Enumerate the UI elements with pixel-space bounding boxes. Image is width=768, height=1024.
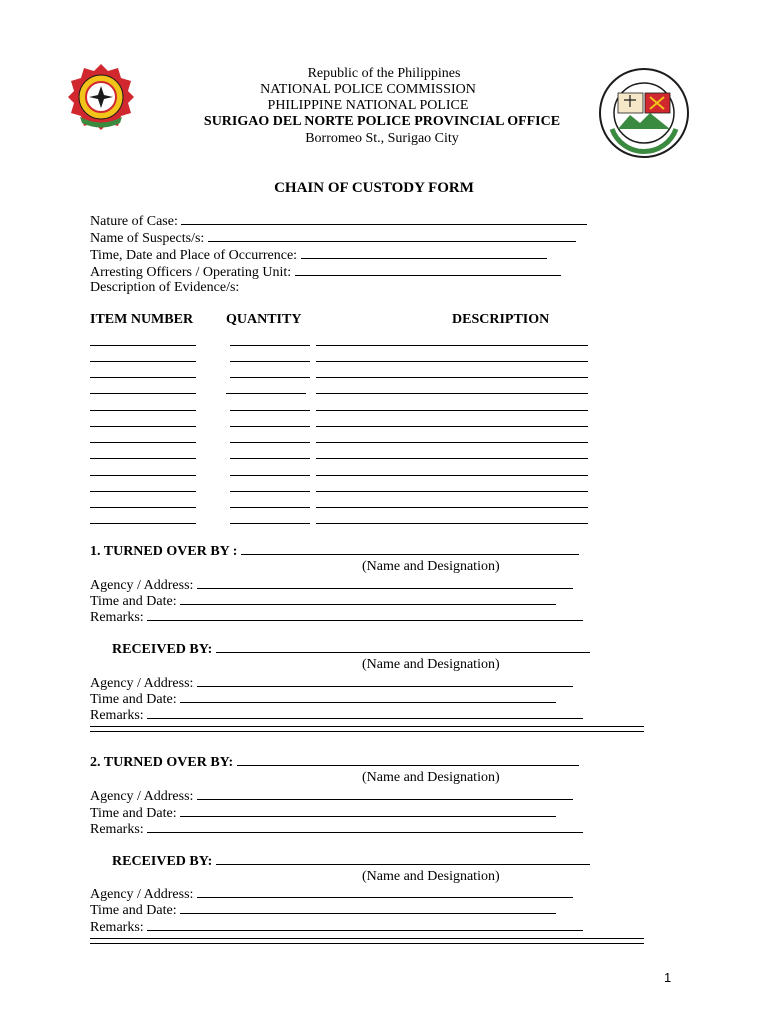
header-address: Borromeo St., Surigao City [305, 131, 459, 146]
received-by-2-label: RECEIVED BY: [112, 854, 213, 869]
row-2-item-blank[interactable] [90, 361, 196, 362]
row-10-desc-blank[interactable] [316, 491, 588, 492]
remarks-label: Remarks: [90, 920, 144, 935]
remarks-field[interactable] [90, 820, 583, 838]
remarks-field[interactable] [90, 608, 583, 626]
column-description: DESCRIPTION [452, 312, 550, 327]
turned-over-by-1[interactable] [90, 542, 579, 560]
time-date-blank[interactable] [180, 690, 556, 703]
header-pnp: PHILIPPINE NATIONAL POLICE [267, 98, 469, 113]
remarks-blank[interactable] [147, 706, 583, 719]
row-7-item-blank[interactable] [90, 442, 196, 443]
nature-of-case-label: Nature of Case: [90, 214, 178, 229]
officers-blank[interactable] [295, 263, 561, 276]
row-12-desc-blank[interactable] [316, 523, 588, 524]
occurrence-label: Time, Date and Place of Occurrence: [90, 248, 298, 263]
remarks-label: Remarks: [90, 822, 144, 837]
time-date-label: Time and Date: [90, 806, 177, 821]
remarks-blank[interactable] [147, 820, 583, 833]
row-5-item-blank[interactable] [90, 410, 196, 411]
name-designation-caption: (Name and Designation) [362, 770, 500, 785]
row-3-item-blank[interactable] [90, 377, 196, 378]
time-date-blank[interactable] [180, 901, 556, 914]
row-5-desc-blank[interactable] [316, 410, 588, 411]
row-12-item-blank[interactable] [90, 523, 196, 524]
row-5-qty-blank[interactable] [230, 410, 310, 411]
agency-address-field[interactable] [90, 787, 573, 805]
form-title: CHAIN OF CUSTODY FORM [274, 180, 474, 196]
name-designation-caption: (Name and Designation) [362, 869, 500, 884]
row-1-desc-blank[interactable] [316, 345, 588, 346]
received-by-1-blank[interactable] [216, 640, 590, 653]
row-1-qty-blank[interactable] [230, 345, 310, 346]
row-11-qty-blank[interactable] [230, 507, 310, 508]
column-quantity: QUANTITY [226, 312, 302, 327]
nature-of-case-field[interactable] [90, 212, 587, 230]
row-8-item-blank[interactable] [90, 458, 196, 459]
row-7-qty-blank[interactable] [230, 442, 310, 443]
received-by-1-label: RECEIVED BY: [112, 642, 213, 657]
row-6-item-blank[interactable] [90, 426, 196, 427]
row-10-item-blank[interactable] [90, 491, 196, 492]
turned-over-by-1-blank[interactable] [241, 542, 579, 555]
row-2-qty-blank[interactable] [230, 361, 310, 362]
row-9-qty-blank[interactable] [230, 475, 310, 476]
row-3-qty-blank[interactable] [230, 377, 310, 378]
row-11-desc-blank[interactable] [316, 507, 588, 508]
name-designation-caption: (Name and Designation) [362, 559, 500, 574]
row-9-item-blank[interactable] [90, 475, 196, 476]
received-by-1[interactable] [112, 640, 590, 658]
remarks-field[interactable] [90, 706, 583, 724]
remarks-label: Remarks: [90, 708, 144, 723]
received-by-2[interactable] [112, 852, 590, 870]
turned-over-by-2-blank[interactable] [237, 753, 579, 766]
row-10-qty-blank[interactable] [230, 491, 310, 492]
suspects-label: Name of Suspects/s: [90, 231, 205, 246]
name-designation-caption: (Name and Designation) [362, 657, 500, 672]
remarks-blank[interactable] [147, 608, 583, 621]
remarks-blank[interactable] [147, 918, 583, 931]
suspects-blank[interactable] [208, 229, 576, 242]
officers-label: Arresting Officers / Operating Unit: [90, 265, 292, 280]
nature-of-case-blank[interactable] [181, 212, 587, 225]
column-item-number: ITEM NUMBER [90, 312, 194, 327]
evidence-label: Description of Evidence/s: [90, 280, 240, 295]
agency-address-label: Agency / Address: [90, 676, 194, 691]
time-date-label: Time and Date: [90, 594, 177, 609]
header-napolcom: NATIONAL POLICE COMMISSION [260, 82, 476, 97]
row-4-qty-blank[interactable] [226, 393, 306, 394]
header-republic: Republic of the Philippines [307, 66, 461, 81]
occurrence-blank[interactable] [301, 246, 547, 259]
turned-over-by-2-label: 2. TURNED OVER BY: [90, 755, 234, 770]
section-divider [90, 938, 644, 944]
row-2-desc-blank[interactable] [316, 361, 588, 362]
row-12-qty-blank[interactable] [230, 523, 310, 524]
row-4-desc-blank[interactable] [316, 393, 588, 394]
row-8-qty-blank[interactable] [230, 458, 310, 459]
section-divider [90, 726, 644, 732]
remarks-label: Remarks: [90, 610, 144, 625]
row-11-item-blank[interactable] [90, 507, 196, 508]
row-9-desc-blank[interactable] [316, 475, 588, 476]
suspects-field[interactable] [90, 229, 576, 247]
agency-address-label: Agency / Address: [90, 578, 194, 593]
agency-address-blank[interactable] [197, 787, 573, 800]
time-date-blank[interactable] [180, 804, 556, 817]
row-7-desc-blank[interactable] [316, 442, 588, 443]
time-date-blank[interactable] [180, 592, 556, 605]
header-provincial-office: SURIGAO DEL NORTE POLICE PROVINCIAL OFFICE [203, 114, 561, 129]
officers-field[interactable] [90, 263, 561, 281]
remarks-field[interactable] [90, 918, 583, 936]
agency-address-label: Agency / Address: [90, 789, 194, 804]
agency-address-blank[interactable] [197, 674, 573, 687]
row-4-item-blank[interactable] [90, 393, 196, 394]
row-1-item-blank[interactable] [90, 345, 196, 346]
row-3-desc-blank[interactable] [316, 377, 588, 378]
occurrence-field[interactable] [90, 246, 547, 264]
agency-address-blank[interactable] [197, 885, 573, 898]
page-number: 1 [664, 970, 672, 985]
received-by-2-blank[interactable] [216, 852, 590, 865]
agency-address-blank[interactable] [197, 576, 573, 589]
row-8-desc-blank[interactable] [316, 458, 588, 459]
time-date-label: Time and Date: [90, 692, 177, 707]
row-6-desc-blank[interactable] [316, 426, 588, 427]
time-date-label: Time and Date: [90, 903, 177, 918]
agency-address-label: Agency / Address: [90, 887, 194, 902]
time-date-field[interactable] [90, 901, 556, 919]
turned-over-by-1-label: 1. TURNED OVER BY : [90, 544, 238, 559]
turned-over-by-2[interactable] [90, 753, 579, 771]
row-6-qty-blank[interactable] [230, 426, 310, 427]
